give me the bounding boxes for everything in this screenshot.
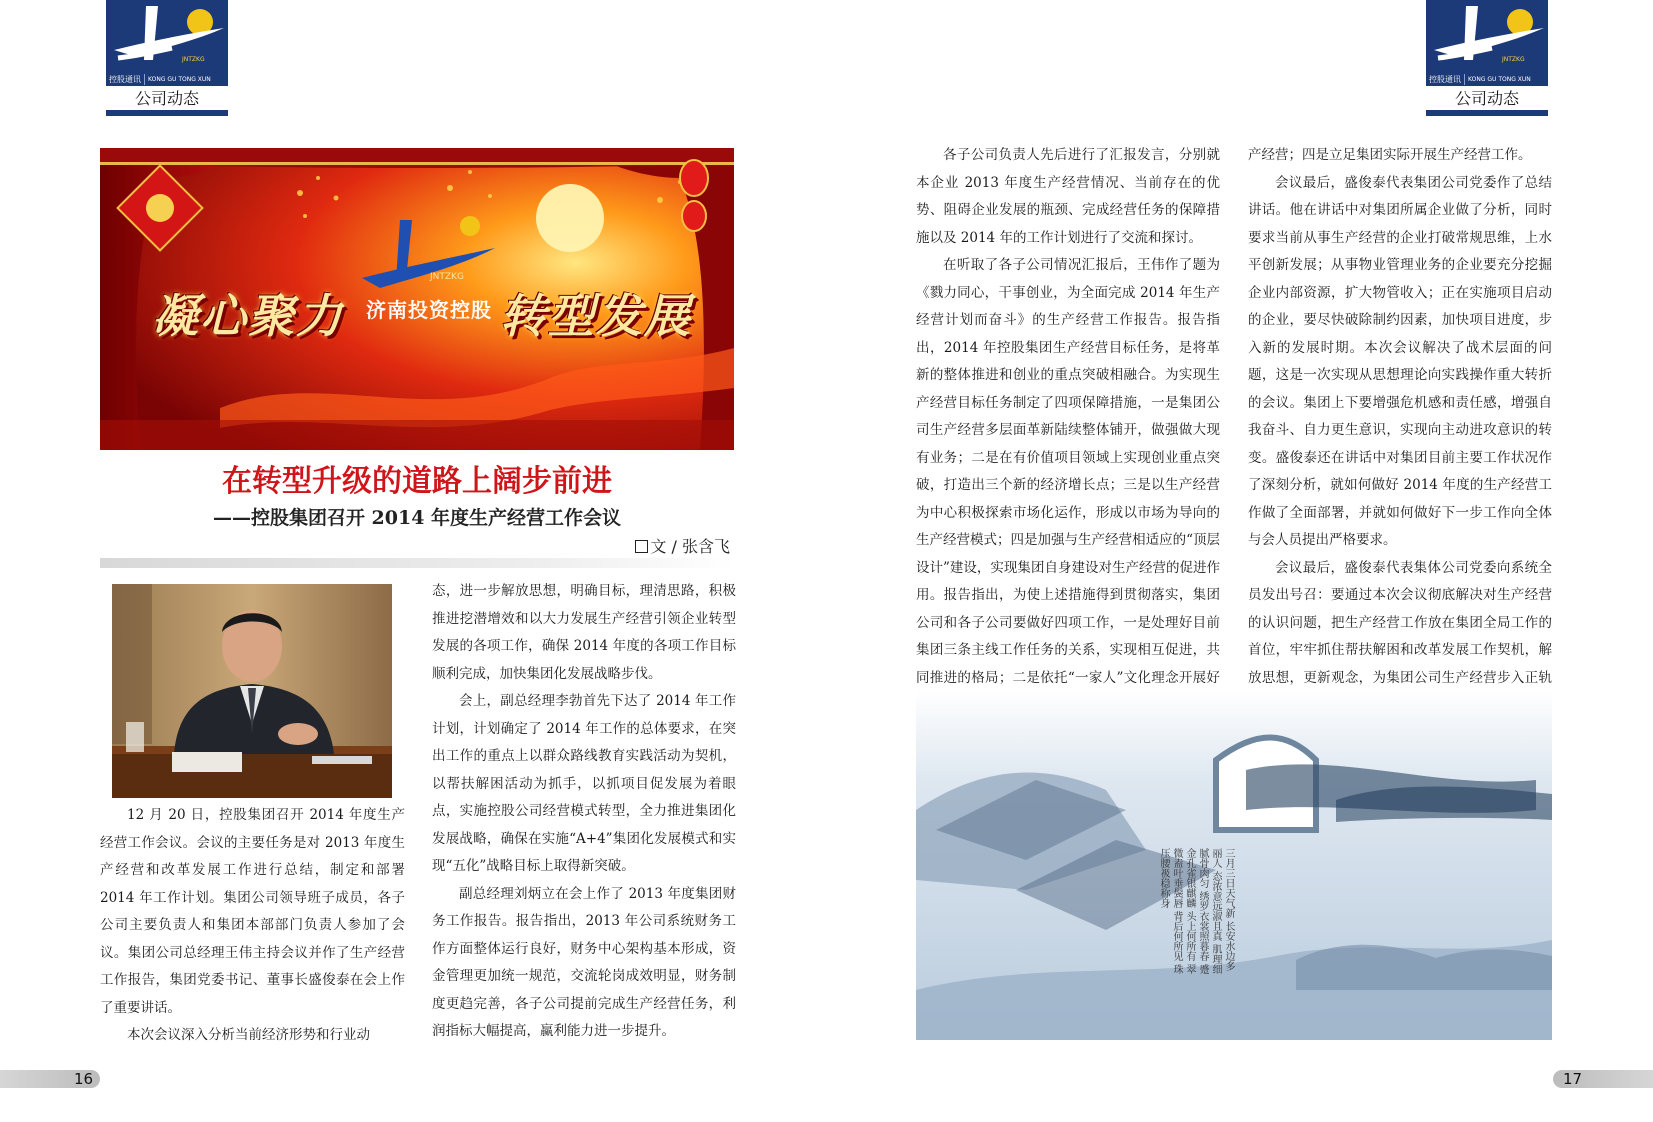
header-logo-left — [106, 0, 228, 118]
article-column-4 — [1248, 142, 1552, 720]
speaker-photo — [112, 584, 392, 798]
header-logo-right — [1426, 0, 1548, 118]
paragraph: 副总经理刘炳立在会上作了 2013 年度集团财务工作报告。报告指出，2013 年公司系统财务工作方面整体运行良好，财务中心架构基本形成，资金管理更加统一规范，交流轮岗成效明显，财务制度更趋完善，各子公司提前完成生产经营任务，利润指标大幅提高，赢利能力进一步提升。 — [432, 885, 736, 1039]
byline-text: 文 / 张含飞 — [650, 537, 730, 556]
logo-underline — [1426, 110, 1548, 116]
logo-swoosh-icon — [106, 0, 228, 72]
logo-swoosh-icon — [1426, 0, 1548, 72]
logo-mark — [1426, 0, 1548, 72]
page-number-right: 17 — [1563, 1070, 1583, 1088]
banner-image — [100, 148, 734, 450]
logo-strip-en: KONG GU TONG XUN — [1468, 75, 1531, 83]
title-rule — [100, 558, 734, 568]
paragraph: 本次会议深入分析当前经济形势和行业动 — [127, 1027, 370, 1043]
banner-slogan-right: 转型发展 — [500, 289, 692, 343]
logo-mark — [106, 0, 228, 72]
footer-tab-left — [0, 1070, 100, 1088]
paragraph: 12 月 20 日，控股集团召开 2014 年度生产经营工作会议。会议的主要任务是对 2013 年度生产经营和改革发展工作进行总结，制定和部署 2014 年工作计划。集团公司领导班子成员，各子公司主要负责人和集团本部部门负责人参加了会议。集团公司总经理王伟主持会议并作了生产经营工作报告，集团党委书记、董事长盛俊泰在会上作了重要讲话。 — [100, 807, 405, 1016]
paragraph: 在听取了各子公司情况汇报后，王伟作了题为《戮力同心，干事创业，为全面完成 2014 年生产经营计划而奋斗》的生产经营工作报告。报告指出，2014 年控股集团生产经营目标任务，是将革新的整体推进和创业的重点突破相融合。为实现生产经营目标任务制定了四项保障措施，一是集团公司生产经营多层面革新陆续整体铺开，做强做大现有业务；二是在有价值项目领域上实现创业重点突破，打造出三个新的经济增长点；三是以生产经营为中心积极探索市场化运作，形成以市场为导向的生产经营模式；四是加强与生产经营相适应的“顶层设计”建设，实现集团自身建设对生产经营的促进作用。报告指出，为使上述措施得到贯彻落实，集团公司和各子公司要做好四项工作，一是处理好目前集团三条主线工作任务的关系，实现相互促进，共同推进的格局；二是依托“一家人”文化理念开展好 — [916, 257, 1220, 686]
paragraph: 会议最后，盛俊泰代表集体公司党委向系统全员发出号召：要通过本次会议彻底解决对生产经营的认识问题，把生产经营工作放在集团全局工作的首位，牢牢抓住帮扶解困和改革发展工作契机，解放思想，更新观念，为集团公司生产经营步入正轨 — [1248, 559, 1552, 686]
article-subtitle: ——控股集团召开 2014 年度生产经营工作会议 — [212, 507, 622, 529]
article-column-1 — [100, 802, 405, 1050]
logo-tag: JNTZKG — [182, 56, 205, 63]
section-label-left: 公司动态 — [106, 88, 228, 110]
logo-strip — [1426, 72, 1548, 86]
paragraph: 产经营；四是立足集团实际开展生产经营工作。 — [1248, 147, 1532, 163]
paragraph: 会上，副总经理李勃首先下达了 2014 年工作计划，计划确定了 2014 年工作的总体要求，在突出工作的重点上以群众路线教育实践活动为契机，以帮扶解困活动为抓手，以抓项目促发展为着眼点，实施控股公司经营模式转型，全力推进集团化发展战略，确保在实施“A+4”集团化发展模式和实现“五化”战略目标上取得新突破。 — [432, 693, 736, 874]
logo-tag: JNTZKG — [1502, 56, 1525, 63]
paragraph: 会议最后，盛俊泰代表集团公司党委作了总结讲话。他在讲话中对集团所属企业做了分析，同时要求当前从事生产经营的企业打破常规思维，上水平创新发展；从事物业管理业务的企业要充分挖掘企业内部资源，扩大物管收入；正在实施项目启动的企业，要尽快破除制约因素，加快项目进度，步入新的发展时期。本次会议解决了战术层面的问题，这是一次实现从思想理论向实践操作重大转折的会议。集团上下要增强危机感和责任感，增强自我奋斗、自力更生意识，实现向主动进攻意识的转变。盛俊泰还在讲话中对集团目前主要工作状况作了深刻分析，就如何做好 2014 年度的生产经营工作做了全面部署，并就如何做好下一步工作向全体与会人员提出严格要求。 — [1248, 174, 1552, 548]
banner-company-name: 济南投资控股 — [366, 298, 492, 322]
article-byline — [560, 534, 730, 557]
article-title: 在转型升级的道路上阔步前进 — [222, 464, 612, 499]
paragraph: 各子公司负责人先后进行了汇报发言，分别就本企业 2013 年度生产经营情况、当前存在的优势、阻碍企业发展的瓶颈、完成经营任务的保障措施以及 2014 年的工作计划进行了交流和探讨。 — [916, 147, 1220, 246]
logo-strip — [106, 72, 228, 86]
page-number-left: 16 — [74, 1070, 94, 1088]
logo-strip-cn: 控股通讯 — [1426, 74, 1465, 85]
banner-logo-tag: JNTZKG — [430, 272, 464, 282]
logo-strip-cn: 控股通讯 — [106, 74, 145, 85]
banner-slogan-left: 凝心聚力 — [152, 289, 344, 343]
section-label-right: 公司动态 — [1426, 88, 1548, 110]
article-column-3 — [916, 142, 1220, 747]
logo-underline — [106, 110, 228, 116]
footer-tab-right — [1553, 1070, 1653, 1088]
byline-box-icon — [635, 540, 648, 553]
logo-strip-en: KONG GU TONG XUN — [148, 75, 211, 83]
paragraph: 态，进一步解放思想，明确目标，理清思路，积极推进挖潜增效和以大力发展生产经营引领企业转型发展的各项工作，确保 2014 年度的各项工作目标顺利完成，加快集团化发展战略步伐。 — [432, 583, 736, 682]
painting-poem: 三月三日天气新 长安水边多丽人 态浓意远淑且真 肌理细腻骨肉匀 绣罗衣裳照暮春 蹙金孔雀银麒麟 头上何所有 翠微盍叶垂鬓唇 背后何所见 珠压腰衱稳称身 — [1158, 848, 1234, 975]
article-column-2 — [432, 578, 736, 1046]
